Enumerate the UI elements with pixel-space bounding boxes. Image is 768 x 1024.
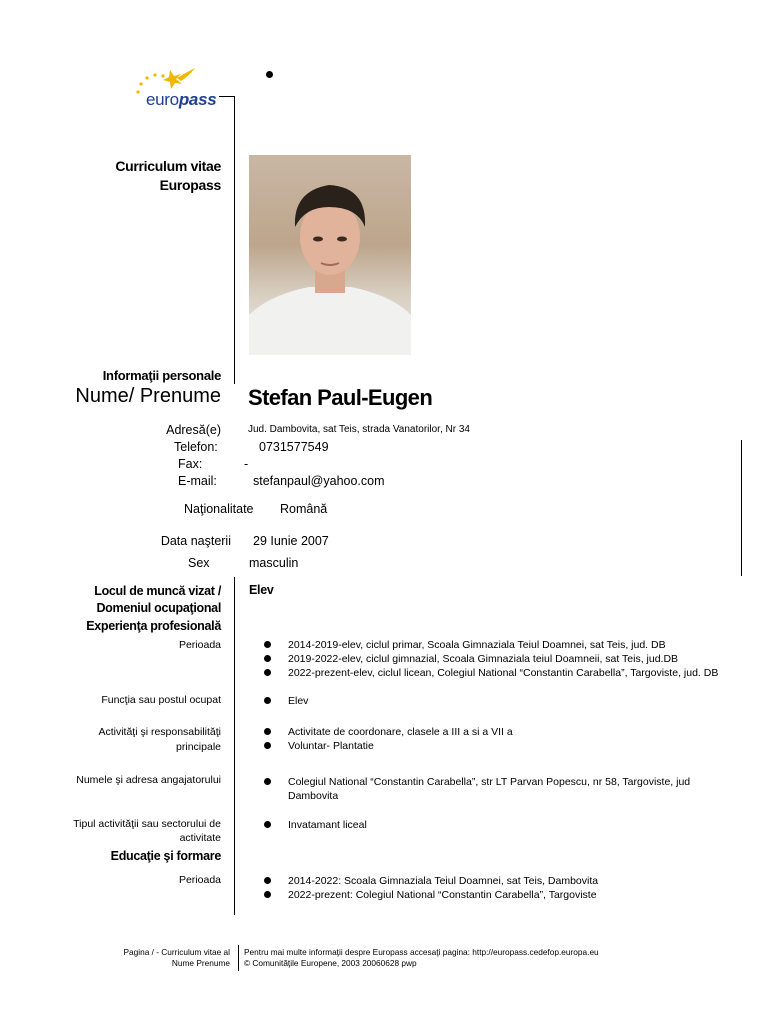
fax-label: Fax:	[178, 457, 203, 471]
list-item: Elev	[261, 694, 731, 708]
list-item: Colegiul National “Constantin Carabella”, str LT Parvan Popescu, nr 58, Targoviste, jud Dambovita	[261, 775, 706, 803]
fax-value: -	[244, 457, 249, 471]
address-value: Jud. Dambovita, sat Teis, strada Vanatorilor, Nr 34	[248, 424, 470, 435]
logo-connector	[219, 96, 234, 97]
job-target-value: Elev	[249, 583, 274, 597]
sex-value: masculin	[249, 556, 299, 570]
right-margin-line	[741, 440, 742, 576]
name-value: Stefan Paul-Eugen	[248, 385, 433, 410]
education-period-list	[261, 874, 731, 902]
birth-value: 29 Iunie 2007	[253, 534, 329, 548]
divider-line-top	[234, 96, 235, 384]
footer-divider	[238, 945, 239, 971]
experience-period-label: Perioada	[178, 639, 221, 651]
top-bullet	[266, 71, 273, 78]
list-item: 2022-prezent-elev, ciclul licean, Colegiul National “Constantin Carabella”, Targoviste, jud. DB	[261, 666, 731, 680]
employer-label: Numele şi adresa angajatorului	[76, 774, 221, 786]
birth-label: Data naşterii	[160, 534, 231, 548]
experience-period-list	[261, 638, 731, 680]
logo-wordmark: europass	[146, 90, 217, 109]
education-title: Educaţie şi formare	[110, 849, 221, 863]
nationality-label: Naţionalitate	[184, 502, 254, 516]
personal-info-title: Informaţii personale	[102, 368, 221, 383]
europass-logo	[132, 66, 232, 114]
position-label: Funcţia sau postul ocupat	[101, 694, 221, 706]
list-item: Activitate de coordonare, clasele a III a si a VII a	[261, 725, 731, 739]
phone-label: Telefon:	[174, 440, 218, 454]
divider-line-bottom	[234, 577, 235, 915]
sector-label: Tipul activităţii sau sectorului de activitate	[73, 818, 221, 844]
list-item: 2014-2022: Scoala Gimnaziala Teiul Doamnei, sat Teis, Dambovita	[261, 874, 731, 888]
list-item: Voluntar- Plantatie	[261, 739, 731, 753]
cv-title: Curriculum vitae Europass	[115, 158, 221, 193]
address-label: Adresă(e)	[166, 423, 221, 437]
sector-list	[261, 818, 731, 832]
sex-label: Sex	[188, 556, 210, 570]
footer-left: Pagina / - Curriculum vitae al Nume Prenume	[123, 947, 230, 968]
education-period-label: Perioada	[178, 874, 221, 886]
employer-list	[261, 775, 706, 803]
position-list	[261, 694, 731, 708]
activities-list	[261, 725, 731, 753]
activities-label: Activităţi şi responsabilităţi principale	[98, 726, 221, 753]
nationality-value: Română	[280, 502, 328, 516]
email-value: stefanpaul@yahoo.com	[253, 474, 385, 488]
experience-title: Experienţa profesională	[86, 619, 221, 633]
email-label: E-mail:	[178, 474, 217, 488]
list-item: 2022-prezent: Colegiul National “Constantin Carabella”, Targoviste	[261, 888, 731, 902]
list-item: 2019-2022-elev, ciclul gimnazial, Scoala Gimnaziala teiul Doamneii, sat Teis, jud.DB	[261, 652, 731, 666]
phone-value: 0731577549	[259, 440, 329, 454]
name-label: Nume/ Prenume	[75, 385, 221, 407]
list-item: Invatamant liceal	[261, 818, 731, 832]
footer-right: Pentru mai multe informaţii despre Europass accesaţi pagina: http://europass.cedefop.europa.eu © Comunităţile Europene, 2003 20060628 pwp	[244, 947, 599, 968]
list-item: 2014-2019-elev, ciclul primar, Scoala Gimnaziala Teiul Doamnei, sat Teis, jud. DB	[261, 638, 731, 652]
person-silhouette-icon	[249, 155, 411, 355]
profile-photo	[249, 155, 411, 355]
job-target-label: Locul de muncă vizat / Domeniul ocupaţional	[94, 584, 221, 615]
